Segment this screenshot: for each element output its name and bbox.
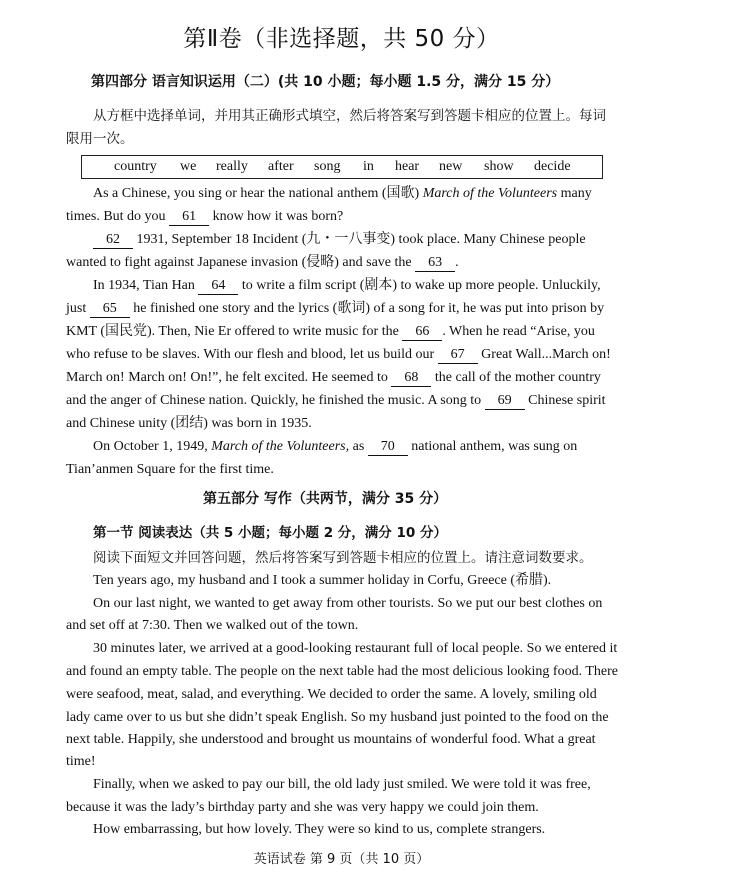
passage-line: Tian’anmen Square for the first time. — [66, 462, 274, 477]
part4-instruction-line2: 限用一次。 — [66, 131, 134, 147]
word-bank-item: new — [439, 159, 463, 174]
reading-line: Finally, when we asked to pay our bill, the old lady just smiled. We were told it was free, — [93, 777, 591, 792]
passage-line: who refuse to be slaves. With our flesh and blood, let us build our 67 Great Wall...March on! — [66, 347, 611, 362]
passage-line: KMT (国民党). Then, Nie Er offered to write music for the 66 . When he read “Arise, you — [66, 324, 595, 339]
page-footer: 英语试卷 第 9 页（共 10 页） — [253, 852, 430, 867]
blank-61: 61 — [169, 209, 209, 226]
word-bank-item: song — [314, 159, 341, 174]
page-title: 第Ⅱ卷（非选择题，共 50 分） — [183, 26, 500, 52]
part4-heading: 第四部分 语言知识运用（二）(共 10 小题；每小题 1.5 分，满分 15 分） — [91, 74, 560, 90]
passage-line: wanted to fight against Japanese invasion (侵略) and save the 63 . — [66, 255, 459, 270]
reading-line: How embarrassing, but how lovely. They were so kind to us, complete strangers. — [93, 822, 546, 837]
reading-line: On our last night, we wanted to get away from other tourists. So we put our best clothes on — [93, 596, 603, 611]
passage-line: just 65 he finished one story and the lyrics (歌词) of a song for it, he was put into prison by — [66, 301, 605, 316]
blank-70: 70 — [368, 439, 408, 456]
word-bank-item: hear — [395, 159, 420, 174]
reading-line: next table. Happily, she understood and brought us mountains of wonderful food. What a great — [66, 732, 596, 747]
blank-65: 65 — [90, 301, 130, 318]
reading-line: lady came over to us but she didn’t speak English. So my husband just pointed to the food on the — [66, 710, 609, 725]
passage-line: 62 1931, September 18 Incident (九・一八事变) took place. Many Chinese people — [93, 229, 586, 251]
reading-line: Ten years ago, my husband and I took a summer holiday in Corfu, Greece (希腊). — [93, 573, 552, 588]
word-bank-item: country — [114, 159, 157, 174]
reading-line: and set off at 7:30. Then we walked out of the town. — [66, 618, 359, 633]
word-bank-item: we — [180, 159, 197, 174]
reading-line: 30 minutes later, we arrived at a good-looking restaurant full of local people. So we entered it — [93, 641, 618, 656]
reading-line: and found an empty table. The people on the next table had the most delicious looking food. There — [66, 664, 618, 679]
passage-line: On October 1, 1949, March of the Volunteers, as 70 national anthem, was sung on — [93, 439, 578, 454]
passage-line: times. But do you 61 know how it was born? — [66, 209, 344, 224]
part4-instruction-line1: 从方框中选择单词，并用其正确形式填空，然后将答案写到答题卡相应的位置上。每词 — [93, 108, 606, 124]
word-bank-item: really — [216, 159, 248, 174]
passage-line: March on! March on! On!”, he felt excited. He seemed to 68 the call of the mother country — [66, 370, 601, 385]
reading-line: time! — [66, 754, 96, 769]
word-bank-item: in — [363, 159, 374, 174]
blank-64: 64 — [198, 278, 238, 295]
blank-69: 69 — [485, 393, 525, 410]
blank-66: 66 — [402, 324, 442, 341]
passage-line: and the anger of Chinese nation. Quickly, he finished the music. A song to 69 Chinese spirit — [66, 393, 606, 408]
word-bank-box — [81, 155, 603, 179]
reading-line: were seafood, meat, salad, and everything. We decided to order the same. A lovely, smiling old — [66, 687, 597, 702]
word-bank-item: decide — [534, 159, 571, 174]
word-bank-item: after — [268, 159, 294, 174]
blank-62: 62 — [93, 232, 133, 249]
blank-68: 68 — [391, 370, 431, 387]
word-bank-item: show — [484, 159, 514, 174]
blank-67: 67 — [438, 347, 478, 364]
passage-line: As a Chinese, you sing or hear the national anthem (国歌) March of the Volunteers many — [93, 186, 592, 201]
section1-heading: 第一节 阅读表达（共 5 小题；每小题 2 分，满分 10 分） — [93, 525, 447, 541]
part5-heading: 第五部分 写作（共两节，满分 35 分） — [203, 491, 448, 507]
blank-63: 63 — [415, 255, 455, 272]
passage-line: and Chinese unity (团结) was born in 1935. — [66, 416, 312, 431]
reading-line: because it was the lady’s birthday party and she was very happy we could join them. — [66, 800, 539, 815]
passage-line: In 1934, Tian Han 64 to write a film script (剧本) to wake up more people. Unluckily, — [93, 278, 601, 293]
section1-instruction: 阅读下面短文并回答问题，然后将答案写到答题卡相应的位置上。请注意词数要求。 — [93, 550, 593, 566]
